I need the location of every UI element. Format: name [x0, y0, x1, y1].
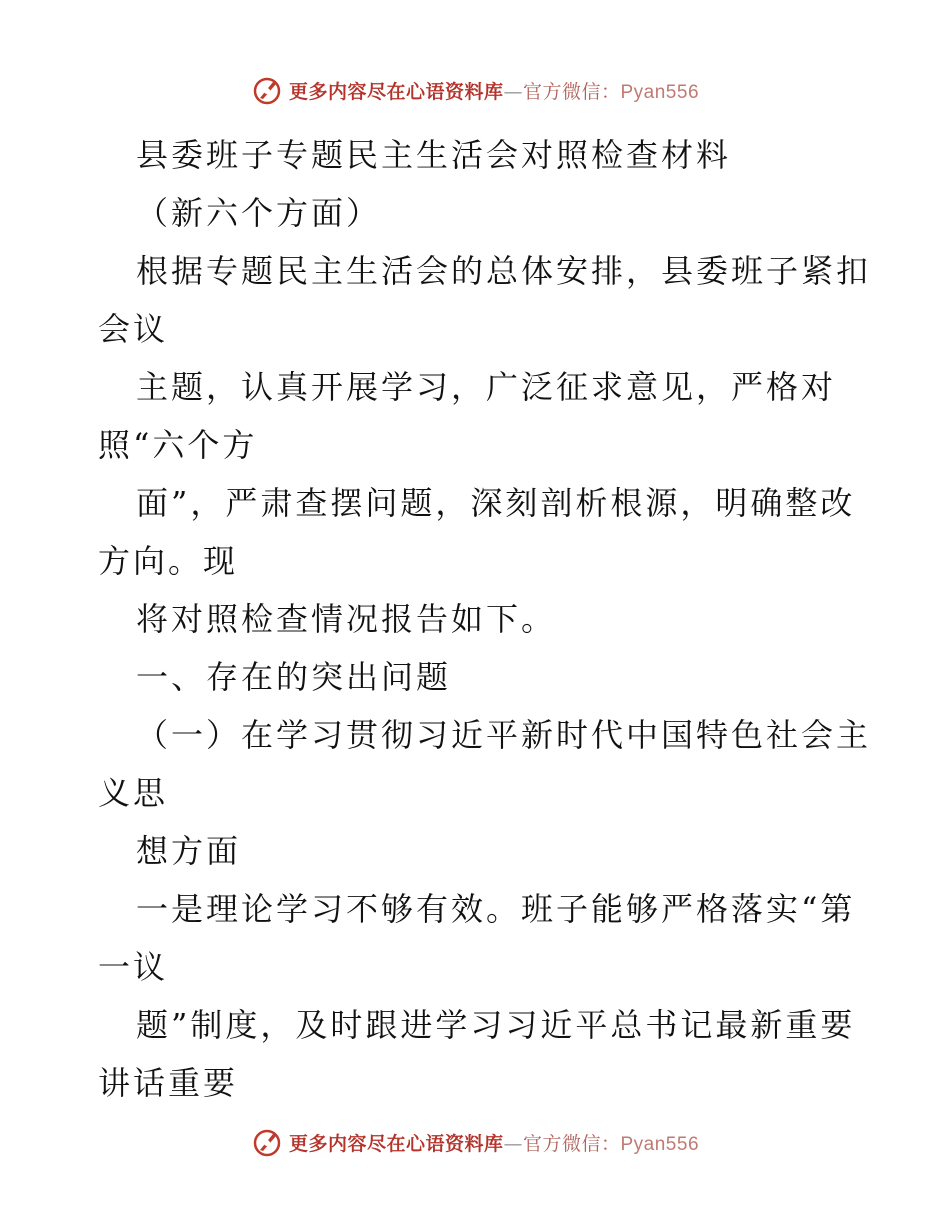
text-line: 根据专题民主生活会的总体安排，县委班子紧扣	[136, 252, 872, 290]
text-line: 讲话重要	[98, 1064, 239, 1102]
text-line: （一）在学习贯彻习近平新时代中国特色社会主	[136, 716, 872, 754]
text-line: 题”制度，及时跟进学习习近平总书记最新重要	[136, 1006, 856, 1044]
watermark-text	[289, 77, 699, 104]
text-line: 义思	[98, 774, 169, 812]
document-body	[98, 126, 872, 1112]
text-line: 将对照检查情况报告如下。	[136, 600, 557, 638]
text-line: 主题，认真开展学习，广泛征求意见，严格对	[136, 368, 837, 406]
watermark-wechat-label: 官方微信：	[522, 80, 621, 103]
watermark-brand: 更多内容尽在心语资料库	[288, 80, 504, 103]
text-line: 方向。现	[98, 542, 239, 580]
text-line: 照“六个方	[98, 426, 258, 464]
watermark-footer	[0, 1126, 950, 1158]
quill-logo-icon	[251, 74, 283, 106]
text-line: 面”，严肃查摆问题，深刻剖析根源，明确整改	[136, 484, 856, 522]
watermark-separator: —	[503, 80, 523, 103]
watermark-brand: 更多内容尽在心语资料库	[288, 1132, 504, 1155]
watermark-id: Pyan556	[620, 1133, 700, 1155]
watermark-text	[289, 1129, 699, 1156]
text-line: 会议	[98, 310, 169, 348]
watermark-id: Pyan556	[620, 81, 700, 103]
text-line: 一议	[98, 948, 169, 986]
text-line: 一、存在的突出问题	[136, 658, 452, 696]
watermark-separator: —	[503, 1132, 523, 1155]
text-line: （新六个方面）	[136, 194, 382, 232]
watermark-wechat-label: 官方微信：	[522, 1132, 621, 1155]
text-line: 一是理论学习不够有效。班子能够严格落实“第	[136, 890, 856, 928]
watermark-header	[0, 74, 950, 106]
text-line: 想方面	[136, 832, 242, 870]
quill-logo-icon	[251, 1126, 283, 1158]
text-line: 县委班子专题民主生活会对照检查材料	[136, 136, 732, 174]
